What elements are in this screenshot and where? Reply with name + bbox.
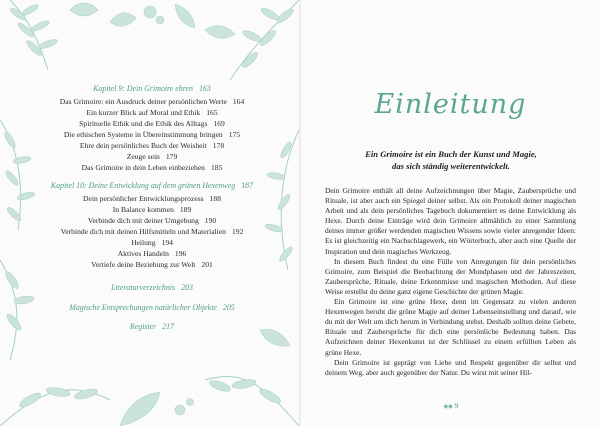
table-of-contents: [0, 0, 299, 426]
toc-entry-page: 217: [162, 322, 175, 331]
paragraph: Ein Grimoire ist eine grüne Hexe, denn im Gegensatz zu vielen anderen Hexenwegen beruht die grüne Magie auf deiner Lebenseinstellung und darauf, wie du mit der Welt um dich herum in Verbindung stehst. Deshalb sollten deine Gebete, Rituale und Zaubersprüche für dich eine persönliche Bedeutung haben. Das Aufzeichnen deiner Hexenkunst ist der Schlüssel zu einem erfüllten Leben als grüne Hexe.: [325, 297, 576, 357]
toc-entry-page: 187: [241, 181, 254, 190]
toc-entry-title: Aktives Handeln: [117, 249, 169, 258]
toc-entry[interactable]: [22, 141, 282, 151]
toc-entry-title: Register: [129, 322, 157, 331]
toc-entry-page: 194: [161, 238, 173, 247]
toc-entry-page: 179: [165, 152, 178, 161]
toc-entry-title: Ein kurzer Blick auf Moral und Ethik: [86, 108, 201, 117]
toc-entry-title: In Balance kommen: [112, 205, 174, 214]
toc-entry[interactable]: [22, 249, 282, 259]
toc-entry[interactable]: [22, 130, 282, 140]
ornament-icon: ◆◆: [443, 404, 453, 410]
toc-entry-page: 201: [201, 260, 213, 269]
toc-entry[interactable]: [22, 152, 282, 162]
chapter-heading: Einleitung: [374, 89, 527, 120]
toc-entry-page: 192: [231, 227, 244, 236]
toc-entry-title: Magische Entsprechungen natürlicher Objekte: [69, 303, 217, 312]
toc-entry[interactable]: [22, 119, 282, 129]
toc-entry[interactable]: [22, 97, 282, 107]
toc-entry-page: 175: [228, 130, 241, 139]
toc-entry[interactable]: [22, 205, 282, 215]
toc-entry-title: Zeuge sein: [126, 152, 160, 161]
toc-chapter-9[interactable]: [22, 84, 282, 94]
toc-literature[interactable]: [22, 283, 282, 293]
paragraph: Dein Grimoire enthält all deine Aufzeichnungen über Magie, Zaubersprüche und Rituale, ist aber auch ein Spiegel deiner selbst. Als ein Protokoll deiner magischen Arbeit und als dein persönliches Tagebuch dokumentiert es deine Entwicklung als Hexe. Durch deine Einträge wird dein Grimoire allmählich zu einer Sammlung deines immer größer werdenden magischen Wissens sowie vieler anregender Ideen: Es ist gleichzeitig ein Nachschlagewerk, ein Wörterbuch, aber auch eine Quelle der Inspiration und dein magisches Werkzeug.: [325, 186, 576, 256]
right-page: [301, 0, 600, 426]
toc-entry[interactable]: [22, 238, 282, 248]
paragraph: Dein Grimoire ist geprägt von Liebe und Respekt gegenüber dir selbst und deinem Weg, aber auch gegenüber der Natur. Du wirst mit seiner Hil-: [325, 357, 576, 377]
toc-entry-title: Heilung: [131, 238, 156, 247]
toc-entry-page: 178: [212, 141, 225, 150]
toc-entry-page: 203: [181, 283, 193, 292]
toc-entry-page: 163: [198, 84, 211, 93]
toc-entry-title: Literaturverzeichnis: [111, 283, 176, 292]
toc-chapter-10[interactable]: [22, 181, 282, 191]
toc-register[interactable]: [22, 322, 282, 332]
toc-entry-page: 188: [209, 194, 221, 203]
toc-entry-title: Ehre dein persönliches Buch der Weisheit: [79, 141, 207, 150]
toc-entry-title: Verbinde dich mit deinen Hilfsmitteln und Materialien: [60, 227, 226, 236]
toc-entry-page: 169: [213, 119, 225, 128]
page-number: [421, 401, 481, 410]
left-page: [0, 0, 299, 426]
paragraph: In diesem Buch findest du eine Fülle von Anregungen für dein persönliches Grimoire, zum Beispiel die Beobachtung der Mondphasen und der Jahreszeiten, Zaubersprüche, Rituale, deine Erkenntnisse und magischen Methoden. Auf diese Weise erstellst du deine ganz eigene Geschichte der grünen Magie.: [325, 256, 576, 296]
toc-entry-title: Kapitel 10: Deine Entwicklung auf dem grünen Hexenweg: [50, 181, 236, 190]
body-text: [325, 186, 576, 378]
toc-entry-title: Die ethischen Systeme in Übereinstimmung bringen: [63, 130, 223, 139]
toc-entry-page: 190: [204, 216, 217, 225]
toc-entry-page: 205: [222, 303, 235, 312]
toc-entry-page: 164: [232, 97, 245, 106]
toc-entry[interactable]: [22, 163, 282, 173]
page-number-value: 9: [454, 401, 459, 410]
toc-entry-page: 165: [206, 108, 218, 117]
toc-entry-page: 196: [174, 249, 187, 258]
lead-line: das sich ständig weiterentwickelt.: [392, 161, 510, 171]
toc-entry-title: Spirituelle Ethik und die Ethik des Alltags: [79, 119, 208, 128]
toc-entry[interactable]: [22, 216, 282, 226]
toc-entry-title: Das Grimoire in dein Leben einbeziehen: [81, 163, 205, 172]
toc-entry-title: Vertiefe deine Beziehung zur Welt: [91, 260, 196, 269]
toc-entry-title: Kapitel 9: Dein Grimoire ehren: [93, 84, 193, 93]
toc-entry[interactable]: [22, 194, 282, 204]
toc-entry[interactable]: [22, 227, 282, 237]
lead-quote: [331, 148, 571, 172]
lead-line: Ein Grimoire ist ein Buch der Kunst und Magie,: [365, 149, 537, 159]
toc-correspondences[interactable]: [22, 303, 282, 313]
toc-entry-title: Dein persönlicher Entwicklungsprozess: [82, 194, 204, 203]
toc-entry-page: 185: [210, 163, 223, 172]
toc-entry[interactable]: [22, 108, 282, 118]
toc-entry[interactable]: [22, 260, 282, 270]
toc-entry-title: Verbinde dich mit deiner Umgebung: [87, 216, 199, 225]
toc-entry-page: 189: [179, 205, 192, 214]
toc-entry-title: Das Grimoire: ein Ausdruck deiner persönlichen Werte: [59, 97, 227, 106]
